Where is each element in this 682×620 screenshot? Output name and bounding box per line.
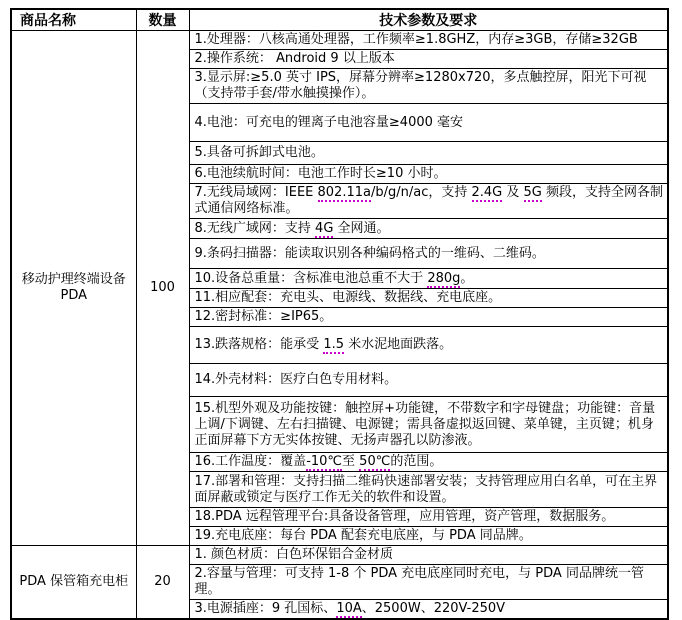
spec-text: 15.机型外观及功能按键：触控屏+功能键，不带数字和字母键盘；功能键：音量上调/下调键、左右扫描键、电源键；需具备虚拟返回键、菜单键，主页键；机身正面屏幕下方无实体按键、无扬声器孔以防渗液。 [189,397,668,453]
spec-text: 9.条码扫描器：能读取识别各种编码格式的一维码、二维码。 [189,239,668,269]
spec-text: 19.充电底座：每台 PDA 配套充电底座，与 PDA 同品牌。 [189,527,668,546]
spellcheck-underline: 4G [315,220,334,236]
header-row [11,9,668,31]
spec-row [11,31,668,50]
spec-text: 13.跌落规格：能承受 1.5 米水泥地面跌落。 [189,327,668,364]
spec-text: 14.外壳材料：医疗白色专用材料。 [189,364,668,397]
spec-text: 4.电池：可充电的锂离子电池容量≥4000 毫安 [189,104,668,142]
document-page [0,8,682,616]
spec-text: 3.显示屏:≥5.0 英寸 IPS，屏幕分辨率≥1280x720，多点触控屏，阳光下可视（支持带手套/带水触摸操作）。 [189,69,668,104]
header-quantity: 数量 [136,9,189,31]
spellcheck-underline: 10A [336,601,362,616]
spec-row [11,546,668,565]
header-specs: 技术参数及要求 [189,9,668,31]
spec-text: 3.电源插座：9 孔国标、10A、2500W、220V-250V [189,600,668,620]
spec-text: 1. 颜色材质：白色环保铝合金材质 [189,546,668,565]
spec-text: 5.具备可拆卸式电池。 [189,142,668,165]
spellcheck-underline: 280g [427,270,461,286]
spec-text: 16.工作温度：覆盖-10℃至 50℃的范围。 [189,453,668,472]
quantity-cell: 20 [136,546,189,620]
spellcheck-underline: 802.11a [317,185,371,200]
spellcheck-underline: 1.5 [323,337,344,352]
spec-text: 17.部署和管理：支持扫描二维码快速部署安装；支持管理应用白名单，可在主界面屏蔽或锁定与医疗工作无关的软件和设置。 [189,472,668,508]
spec-text: 8.无线广域网：支持 4G 全网通。 [189,219,668,239]
spec-text: 2.操作系统： Android 9 以上版本 [189,50,668,69]
spec-text: 18.PDA 远程管理平台:具备设备管理，应用管理，资产管理，数据服务。 [189,508,668,527]
spellcheck-underline: 2.4G [471,185,503,200]
spellcheck-underline: 5G [523,185,542,200]
spec-text: 10.设备总重量：含标准电池总重不大于 280g。 [189,269,668,289]
product-name-cell: 移动护理终端设备PDA [11,31,136,546]
spec-text: 6.电池续航时间：电池工作时长≥10 小时。 [189,165,668,184]
spec-text: 12.密封标准：≥IP65。 [189,308,668,327]
quantity-cell: 100 [136,31,189,546]
product-name-cell: PDA 保管箱充电柜 [11,546,136,620]
spec-text: 2.容量与管理：可支持 1-8 个 PDA 充电底座同时充电，与 PDA 同品牌统一管理。 [189,565,668,600]
spellcheck-underline: 50℃ [359,454,391,469]
spec-table [10,8,669,620]
spellcheck-underline: -10℃ [306,454,343,469]
header-product-name: 商品名称 [11,9,136,31]
spec-text: 1.处理器：八核高通处理器，工作频率≥1.8GHZ，内存≥3GB，存储≥32GB [189,31,668,50]
spec-text: 7.无线局域网：IEEE 802.11a/b/g/n/ac，支持 2.4G 及 5G 频段，支持全网各制式通信网络标准。 [189,184,668,219]
spec-text: 11.相应配套：充电头、电源线、数据线、充电底座。 [189,289,668,308]
